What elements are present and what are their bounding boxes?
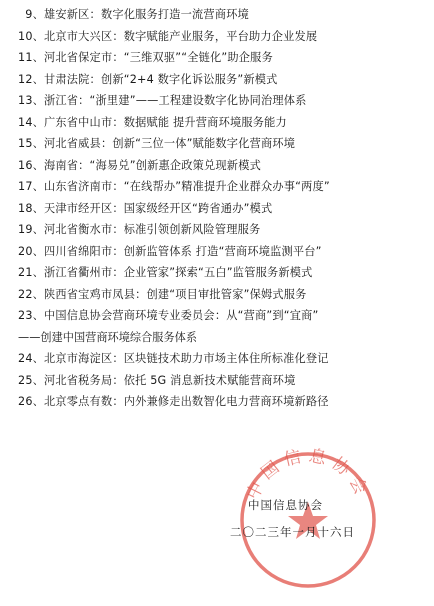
item-text: 中国信息协会营商环境专业委员会：从“营商”到“宜商” [44, 309, 319, 322]
item-number: 11、 [18, 51, 45, 64]
item-text: 雄安新区：数字化服务打造一流营商环境 [44, 8, 249, 21]
list-item [18, 26, 428, 48]
seal-text: 中国信息协会 [242, 445, 374, 504]
item-text: 北京零点有数：内外兼修走出数智化电力营商环境新路径 [44, 395, 329, 408]
item-text: 北京市海淀区：区块链技术助力市场主体住所标准化登记 [44, 352, 329, 365]
item-text: 四川省绵阳市：创新监管体系 打造“营商环境监测平台” [44, 244, 322, 258]
list-item [18, 262, 428, 284]
list-item [18, 219, 428, 241]
item-text: 河北省税务局：依托 5G 消息新技术赋能营商环境 [44, 373, 296, 387]
list-item [18, 47, 428, 69]
item-number: 13、 [18, 94, 45, 107]
item-number: 16、 [18, 158, 45, 172]
list-item-continuation: ——创建中国营商环境综合服务体系 [18, 330, 198, 344]
item-text: 陕西省宝鸡市凤县：创建“项目审批管家”保姆式服务 [44, 287, 307, 301]
list-item [18, 133, 428, 155]
item-number: 23、 [18, 309, 45, 322]
item-text: 浙江省衢州市：企业管家”探索“五白”监管服务新模式 [44, 266, 313, 279]
item-number: 14、 [18, 115, 45, 129]
list-item [18, 90, 428, 112]
item-text: 河北省保定市：“三维双驱”“全链化”助企服务 [44, 51, 273, 64]
item-text: 海南省：“海易兑”创新惠企政策兑现新模式 [44, 158, 261, 172]
item-number: 20、 [18, 244, 45, 258]
list-item [18, 112, 428, 134]
list-item [18, 370, 428, 392]
official-seal-icon [228, 440, 388, 600]
list-item [18, 284, 428, 306]
list-item [18, 305, 428, 327]
item-number: 12、 [18, 72, 45, 86]
item-number: 19、 [18, 223, 45, 236]
list-item [18, 176, 428, 198]
item-number: 18、 [18, 201, 45, 215]
item-text: 山东省济南市：“在线帮办”精准提升企业群众办事“两度” [44, 180, 330, 193]
item-text: 甘肃法院：创新“2+4 数字化诉讼服务”新模式 [44, 72, 278, 86]
item-text: 浙江省：“浙里建”——工程建设数字化协同治理体系 [44, 94, 307, 107]
item-number: 25、 [18, 373, 45, 387]
signature-org: 中国信息协会 [248, 498, 323, 512]
item-number: 15、 [18, 137, 45, 150]
list-item [18, 391, 428, 413]
item-text: 天津市经开区：国家级经开区“跨省通办”模式 [44, 201, 273, 215]
list-item [18, 348, 428, 370]
item-number: 10、 [18, 29, 45, 43]
item-text: 河北省威县：创新“三位一体”赋能数字化营商环境 [44, 137, 296, 150]
item-number: 22、 [18, 287, 45, 301]
item-number: 24、 [18, 352, 45, 365]
list-item [18, 4, 428, 26]
list-item [18, 69, 428, 91]
item-number: 21、 [18, 266, 45, 279]
item-number: 17、 [18, 180, 45, 193]
list-item [18, 241, 428, 263]
item-number: 26、 [18, 395, 45, 408]
signature-date: 二〇二三年一月十六日 [230, 525, 355, 539]
list-item [18, 155, 428, 177]
item-text: 北京市大兴区：数字赋能产业服务，平台助力企业发展 [44, 29, 318, 43]
item-number: 9、 [25, 8, 44, 21]
list-item [18, 198, 428, 220]
case-list [18, 4, 428, 413]
item-text: 河北省衡水市：标准引领创新风险管理服务 [44, 223, 261, 236]
item-text: 广东省中山市：数据赋能 提升营商环境服务能力 [44, 115, 287, 129]
